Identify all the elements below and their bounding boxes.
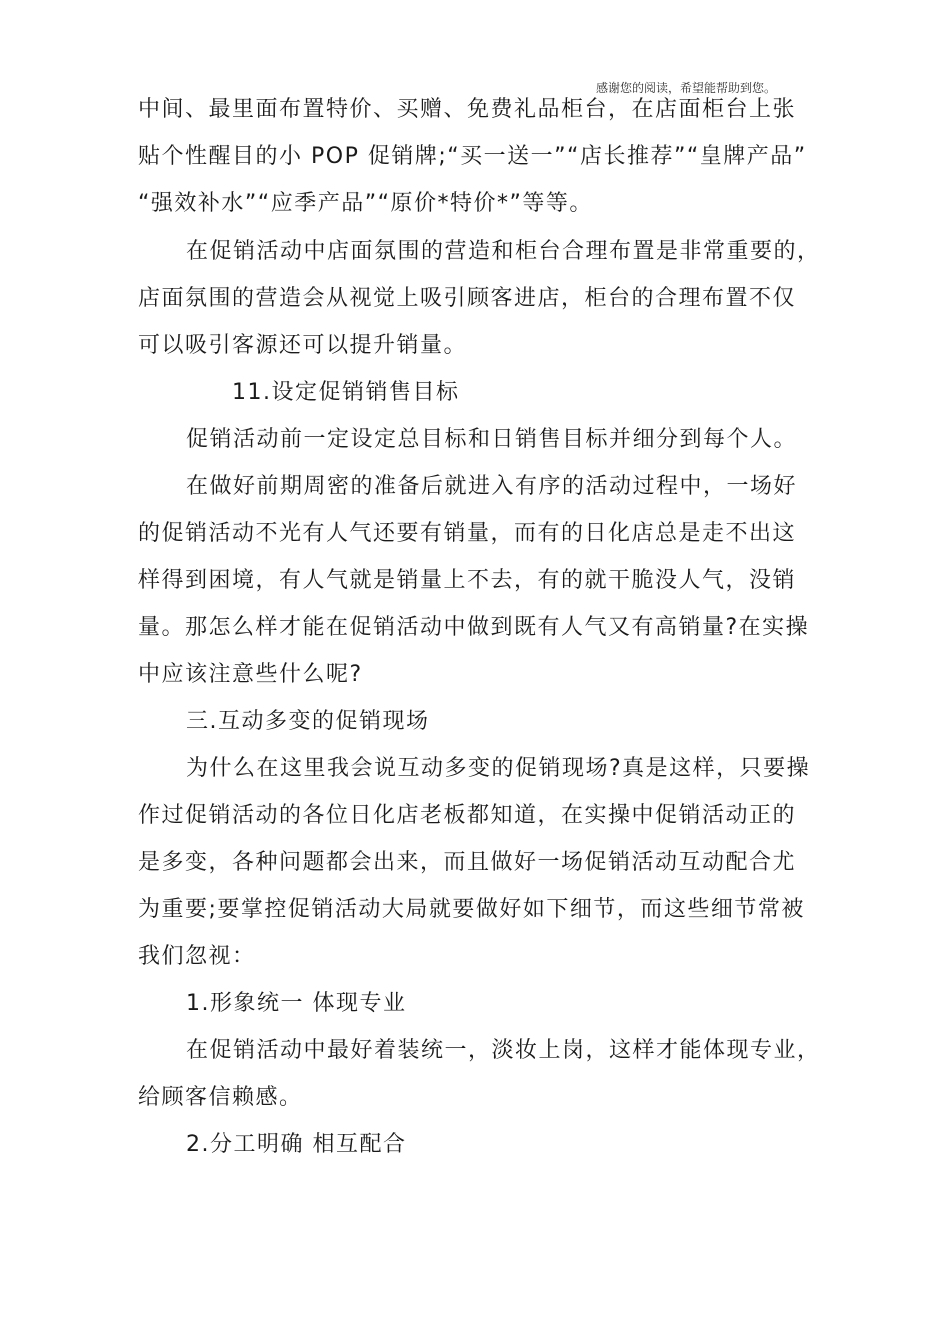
body-line: 我们忽视： xyxy=(138,944,256,969)
paragraph-first-line: 在促销活动中最好着装统一，淡妆上岗，这样才能体现专业， xyxy=(186,1038,821,1063)
paragraph-first-line: 在促销活动中店面氛围的营造和柜台合理布置是非常重要的， xyxy=(186,239,821,264)
subsection-heading: 1.形象统一 体现专业 xyxy=(186,991,407,1016)
subsection-heading: 2.分工明确 相互配合 xyxy=(186,1132,407,1157)
body-line: 为重要;要掌控促销活动大局就要做好如下细节，而这些细节常被 xyxy=(138,897,805,922)
body-line: 中间、最里面布置特价、买赠、免费礼品柜台，在店面柜台上张 xyxy=(138,97,797,122)
body-line: 量。那怎么样才能在促销活动中做到既有人气又有高销量?在实操 xyxy=(138,615,810,640)
body-line: 是多变，各种问题都会出来，而且做好一场促销活动互动配合尤 xyxy=(138,850,797,875)
body-line: 可以吸引客源还可以提升销量。 xyxy=(138,333,468,358)
paragraph-first-line: 促销活动前一定设定总目标和日销售目标并细分到每个人。 xyxy=(186,427,798,452)
body-line: 贴个性醒目的小 POP 促销牌;“买一送一”“店长推荐”“皇牌产品” xyxy=(138,144,807,169)
body-line: 给顾客信赖感。 xyxy=(138,1085,303,1110)
body-line: 作过促销活动的各位日化店老板都知道，在实操中促销活动正的 xyxy=(138,803,797,828)
body-line: 中应该注意些什么呢? xyxy=(138,662,363,687)
body-line: “强效补水”“应季产品”“原价*特价*”等等。 xyxy=(138,191,593,216)
paragraph-first-line: 在做好前期周密的准备后就进入有序的活动过程中，一场好 xyxy=(186,474,798,499)
section-heading: 三.互动多变的促销现场 xyxy=(186,709,430,734)
header-note: 感谢您的阅读，希望能帮助到您。 xyxy=(596,81,777,95)
body-line: 的促销活动不光有人气还要有销量，而有的日化店总是走不出这 xyxy=(138,521,797,546)
body-line: 店面氛围的营造会从视觉上吸引顾客进店，柜台的合理布置不仅 xyxy=(138,286,797,311)
body-line: 样得到困境，有人气就是销量上不去，有的就干脆没人气，没销 xyxy=(138,568,797,593)
paragraph-first-line: 为什么在这里我会说互动多变的促销现场?真是这样，只要操 xyxy=(186,756,811,781)
section-heading: 11.设定促销销售目标 xyxy=(232,380,460,405)
